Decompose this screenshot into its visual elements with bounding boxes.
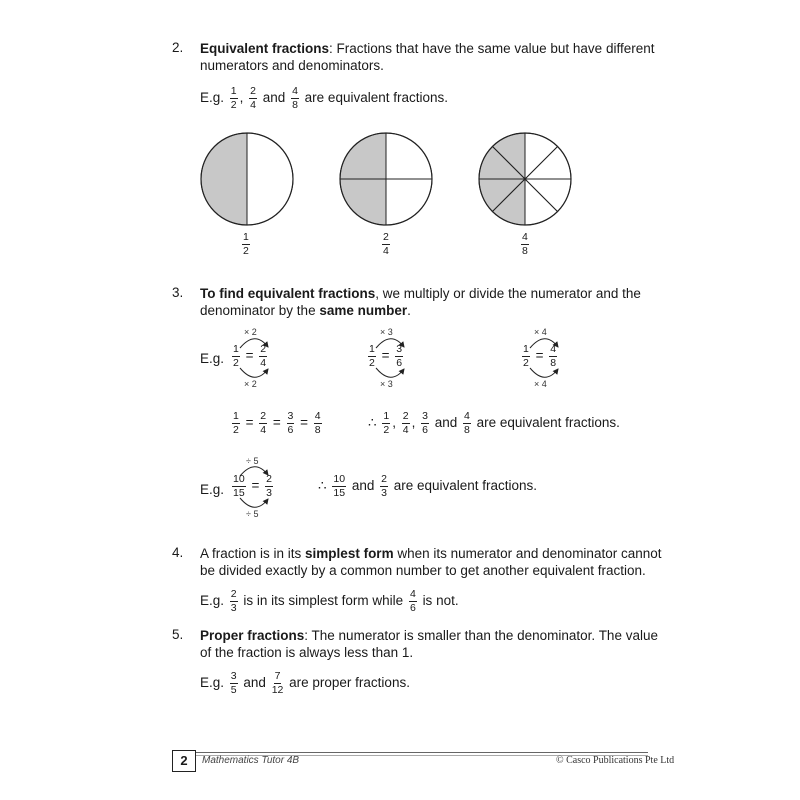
section-2-term: Equivalent fractions bbox=[200, 41, 330, 56]
circle-label-3: $\frac{4}{8}$ bbox=[522, 231, 528, 257]
equivalence-conclusion: ∴ $\frac{1}{2}$ , $\frac{2}{4}$ , $\frac{3}{6}$ and $\frac{4}{8}$ are equivalent fractions. bbox=[368, 410, 620, 436]
multiply-arrow-bottom bbox=[530, 368, 558, 377]
circle-label-1: $\frac{1}{2}$ bbox=[243, 231, 249, 257]
eg-label: E.g. bbox=[200, 90, 225, 106]
multiply-example-2: $\frac{1}{2}$ = $\frac{3}{6}$ bbox=[369, 343, 403, 369]
item-number-5: 5. bbox=[172, 627, 184, 642]
example-tail: are equivalent fractions. bbox=[304, 90, 449, 106]
multiply-arrow-bottom bbox=[376, 368, 404, 377]
section-5-term: Proper fractions bbox=[200, 628, 305, 643]
fraction: $\frac{1}{2}$ bbox=[230, 85, 237, 111]
divide-conclusion: ∴ $\frac{10}{15}$ and $\frac{2}{3}$ are equivalent fractions. bbox=[318, 473, 538, 499]
fraction: $\frac{4}{8}$ bbox=[292, 85, 298, 111]
book-title: Mathematics Tutor 4B bbox=[202, 755, 300, 766]
multiply-arrow-bottom bbox=[240, 368, 268, 377]
op-label: × 4 bbox=[534, 379, 547, 389]
section-3-line-2: denominator by the same number. bbox=[200, 303, 411, 318]
page-number: 2 bbox=[172, 750, 196, 772]
op-label: × 4 bbox=[534, 327, 547, 337]
same-number-bold: same number bbox=[319, 303, 408, 318]
op-label: × 3 bbox=[380, 379, 393, 389]
section-4-line-2: be divided exactly by a common number to get another equivalent fraction. bbox=[200, 563, 646, 578]
section-3-line-1: To find equivalent fractions, we multiply or divide the numerator and the bbox=[200, 286, 641, 301]
section-2-text: : Fractions that have the same value but have different bbox=[329, 41, 655, 56]
fraction: $\frac{2}{4}$ bbox=[250, 85, 256, 111]
therefore-symbol: ∴ bbox=[368, 415, 377, 431]
multiply-example-3: $\frac{1}{2}$ = $\frac{4}{8}$ bbox=[523, 343, 557, 369]
divide-arrow-bottom bbox=[240, 498, 268, 507]
divide-example: $\frac{10}{15}$ = $\frac{2}{3}$ bbox=[233, 473, 272, 499]
section-5-line-2: of the fraction is always less than 1. bbox=[200, 645, 414, 660]
multiply-example-1: $\frac{1}{2}$ = $\frac{2}{4}$ bbox=[233, 343, 267, 369]
op-label: × 3 bbox=[380, 327, 393, 337]
op-label: ÷ 5 bbox=[246, 509, 259, 519]
footer-rule bbox=[172, 752, 648, 753]
section-4-line-1: A fraction is in its simplest form when its numerator and denominator cannot bbox=[200, 546, 662, 561]
item-number-4: 4. bbox=[172, 545, 184, 560]
item-number-3: 3. bbox=[172, 285, 184, 300]
circle-label-2: $\frac{2}{4}$ bbox=[383, 231, 389, 257]
publisher: © Casco Publications Pte Ltd bbox=[556, 755, 675, 766]
section-3-term: To find equivalent fractions bbox=[200, 286, 376, 301]
section-2-example: E.g. $\frac{1}{2}$ , $\frac{2}{4}$ and $\frac{4}{8}$ are equivalent fractions. bbox=[200, 85, 449, 111]
section-5-line-1: Proper fractions: The numerator is smaller than the denominator. The value bbox=[200, 628, 658, 643]
section-4-example: E.g. $\frac{2}{3}$ is in its simplest form while $\frac{4}{6}$ is not. bbox=[200, 588, 459, 614]
eg-label: E.g. bbox=[200, 351, 225, 366]
item-number-2: 2. bbox=[172, 40, 184, 55]
op-label: × 2 bbox=[244, 379, 257, 389]
eg-label: E.g. bbox=[200, 482, 225, 497]
op-label: × 2 bbox=[244, 327, 257, 337]
section-2-line-2: numerators and denominators. bbox=[200, 58, 384, 73]
section-5-example: E.g. $\frac{3}{5}$ and $\frac{7}{12}$ are proper fractions. bbox=[200, 670, 410, 696]
op-label: ÷ 5 bbox=[246, 456, 259, 466]
equivalence-chain: $\frac{1}{2}$ = $\frac{2}{4}$ = $\frac{3}{6}$ = $\frac{4}{8}$ bbox=[233, 410, 321, 436]
and-text: and bbox=[262, 90, 286, 106]
simplest-form-bold: simplest form bbox=[305, 546, 394, 561]
